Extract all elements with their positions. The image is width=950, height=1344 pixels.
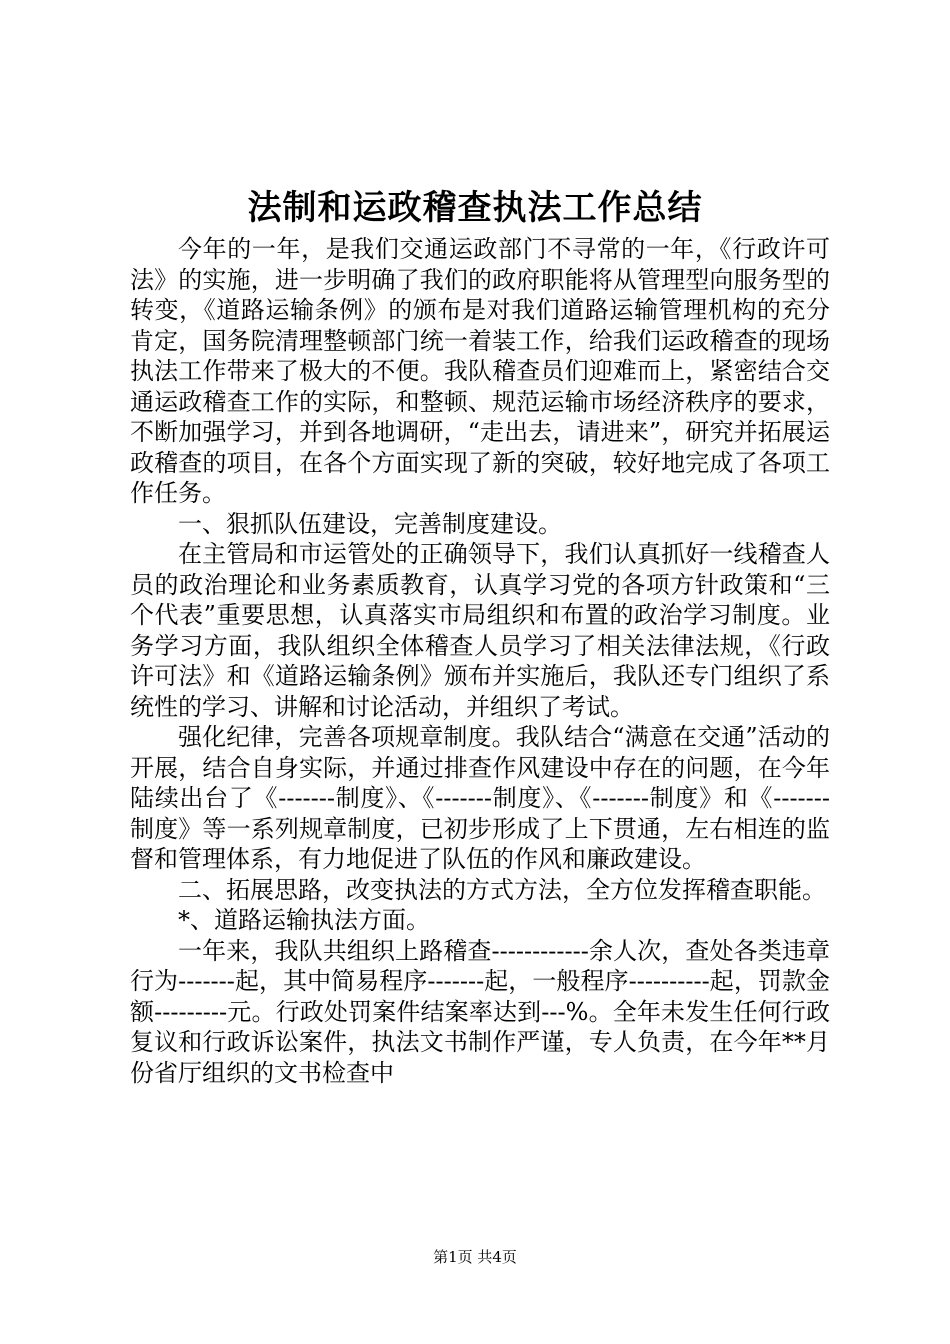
- subsection-heading: *、道路运输执法方面。: [178, 906, 430, 934]
- paragraph-political-study: 在主管局和市运管处的正确领导下，我们认真抓好一线稽查人员的政治理论和业务素质教育，认真学习党的各项方针政策和“三个代表”重要思想，认真落实市局组织和布置的政治学习制度。业务学习方面，我队组织全体稽查人员学习了相关法律法规，《行政许可法》和《道路运输条例》颁布并实施后，我队还专门组织了系统性的学习、讲解和讨论活动，并组织了考试。: [130, 540, 830, 721]
- document-body: [130, 234, 830, 1088]
- document-title: 法制和运政稽查执法工作总结: [247, 188, 703, 228]
- paragraph-discipline: 强化纪律，完善各项规章制度。我队结合“满意在交通”活动的开展，结合自身实际，并通过排查作风建设中存在的问题，在今年陆续出台了《-------制度》、《-------制度》、《-------制度》和《-------制度》等一系列规章制度，已初步形成了上下贯通，左右相连的监督和管理体系，有力地促进了队伍的作风和廉政建设。: [130, 723, 830, 873]
- paragraph-intro: 今年的一年，是我们交通运政部门不寻常的一年，《行政许可法》的实施，进一步明确了我们的政府职能将从管理型向服务型的转变，《道路运输条例》的颁布是对我们道路运输管理机构的充分肯定，国务院清理整顿部门统一着装工作，给我们运政稽查的现场执法工作带来了极大的不便。我队稽查员们迎难而上，紧密结合交通运政稽查工作的实际，和整顿、规范运输市场经济秩序的要求，不断加强学习，并到各地调研，“走出去，请进来”，研究并拓展运政稽查的项目，在各个方面实现了新的突破，较好地完成了各项工作任务。: [130, 235, 830, 507]
- section-heading-1: 一、狠抓队伍建设，完善制度建设。: [178, 509, 562, 538]
- page-number: 第1页 共4页: [433, 1248, 517, 1266]
- paragraph-enforcement-stats: 一年来，我队共组织上路稽查------------余人次，查处各类违章行为-------起，其中简易程序-------起，一般程序----------起，罚款金额---------元。行政处罚案件结案率达到---%。全年未发生任何行政复议和行政诉讼案件，执法文书制作严谨，专人负责，在今年**月份省厅组织的文书检查中: [130, 936, 830, 1087]
- section-heading-2: 二、拓展思路，改变执法的方式方法，全方位发挥稽查职能。: [178, 875, 826, 904]
